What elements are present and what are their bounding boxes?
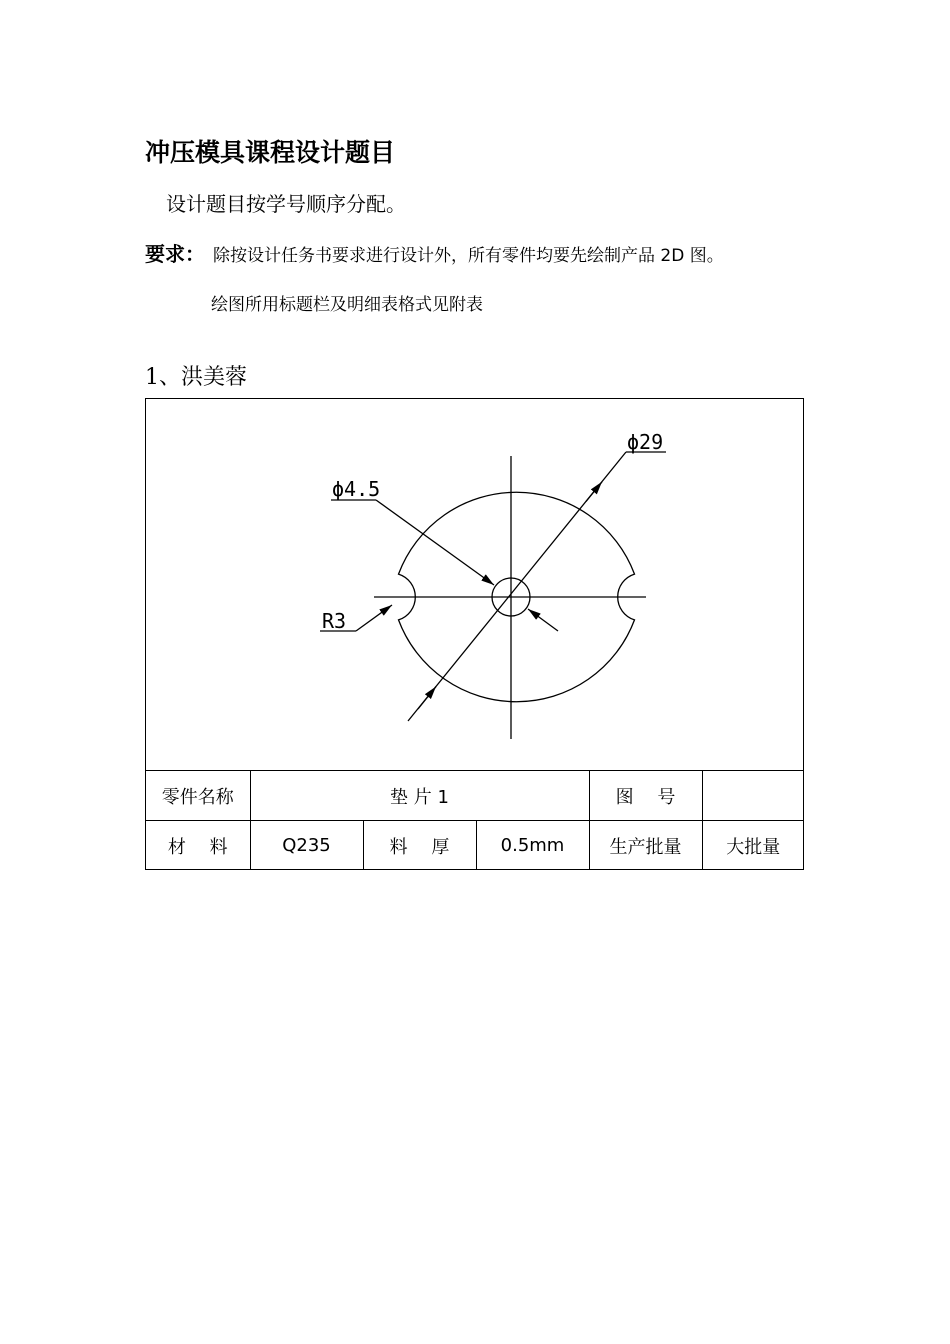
intro-text: 设计题目按学号顺序分配。: [166, 192, 406, 216]
drawing-no-label: 图 号: [589, 771, 702, 821]
section-number: 1: [145, 365, 159, 390]
dim-outer-label: ϕ29: [627, 430, 664, 454]
dim-hole-label: ϕ4.5: [332, 477, 381, 501]
section-heading: [145, 360, 247, 391]
table-row: [146, 821, 804, 871]
dim-notch-label: R3: [322, 609, 347, 633]
title-block-table: [146, 770, 804, 870]
requirements-text-1: 除按设计任务书要求进行设计外，所有零件均要先绘制产品 2D 图。: [213, 246, 724, 266]
requirements-label: 要求：: [145, 242, 205, 266]
dim-outer-arrow-top: [586, 482, 602, 502]
part-name-value: 垫 片 1: [250, 771, 589, 821]
requirements-text-2: 绘图所用标题栏及明细表格式见附表: [211, 295, 483, 315]
section-separator: 、: [159, 365, 182, 390]
thickness-value: 0.5mm: [476, 821, 589, 871]
section-name: 洪美蓉: [181, 365, 248, 390]
drawing-no-value: [702, 771, 804, 821]
dim-hole-arrow-2: [528, 609, 558, 631]
material-label: 材 料: [146, 821, 250, 871]
requirements-line-1: [145, 238, 724, 267]
document-title: 冲压模具课程设计题目: [145, 138, 396, 167]
material-value: Q235: [250, 821, 363, 871]
part-drawing: [146, 399, 805, 771]
batch-label: 生产批量: [589, 821, 702, 871]
drawing-frame: [145, 398, 804, 870]
part-name-label: 零件名称: [146, 771, 250, 821]
thickness-label: 料 厚: [363, 821, 476, 871]
batch-value: 大批量: [702, 821, 804, 871]
table-row: [146, 771, 804, 821]
